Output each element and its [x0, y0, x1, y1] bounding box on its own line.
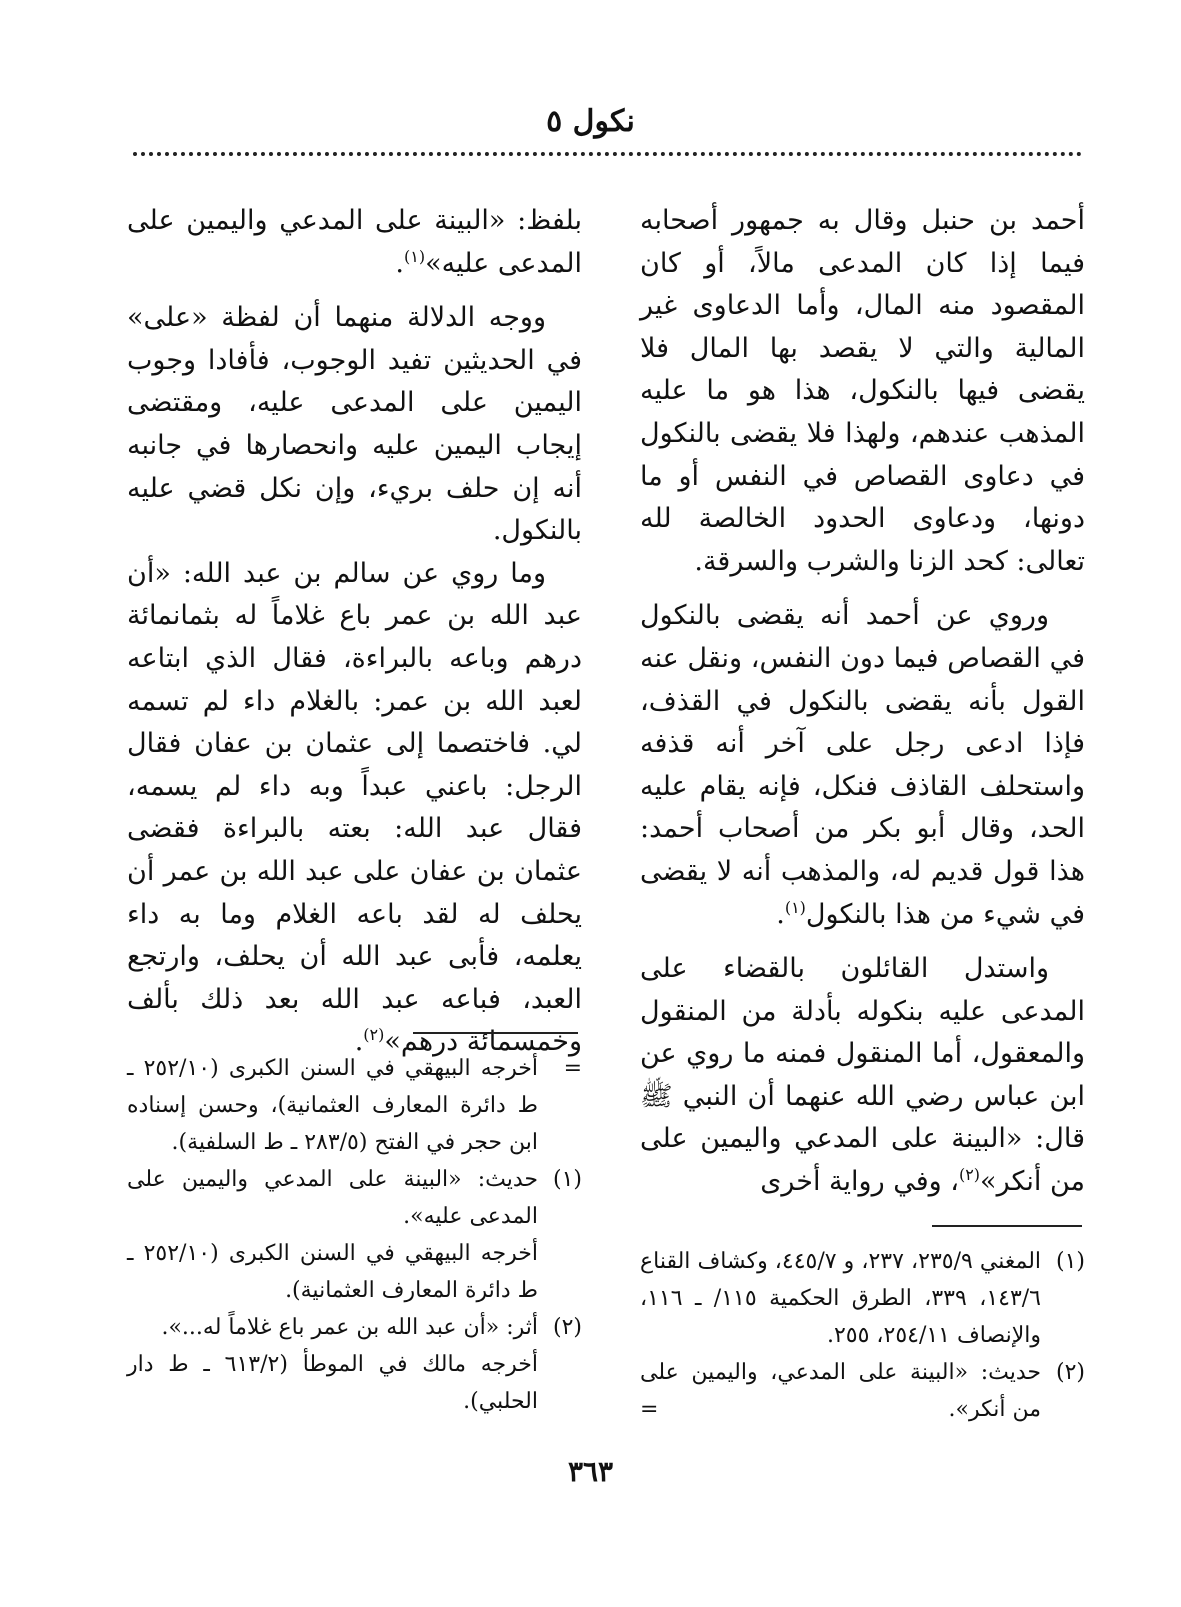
footnote-ref[interactable]: (٢): [958, 1165, 981, 1185]
footnote: = أخرجه البيهقي في السنن الكبرى (٢٥٢/١٠ ـ ط دائرة المعارف العثمانية)، وحسن إسناده ابن حجر في الفتح (٢٨٣/٥ ـ ط السلفية).: [127, 1050, 582, 1161]
header-dotted-divider: [133, 152, 1082, 156]
footnote: أخرجه مالك في الموطأ (٦١٣/٢ ـ ط دار الحلبي).: [127, 1352, 539, 1414]
footnote-ref[interactable]: (١): [404, 246, 426, 266]
footnote-number: (١): [552, 1167, 582, 1192]
left-column: [127, 200, 582, 1064]
right-column: [640, 200, 1085, 1204]
footnote-number: (٢): [552, 1315, 582, 1340]
page-header-title: نكول ٥: [546, 104, 635, 139]
paragraph: وما روي عن سالم بن عبد الله: «أن عبد الله بن عمر باع غلاماً له بثمانمائة درهم وباعه بالبراءة، فقال الذي ابتاعه لعبد الله بن عمر: بالغلام داء لم تسمه لي. فاختصما إلى عثمان بن عفان فقال الرجل: باعني عبداً وبه داء لم يسمه، فقال عبد الله: بعته بالبراءة فقضى عثمان بن عفان على عبد الله بن عمر أن يحلف له لقد باعه الغلام وما به داء يعلمه، فأبى عبد الله أن يحلف، وارتجع العبد، فباعه عبد الله بعد ذلك بألف وخمسمائة درهم»$^{(٢)}$.: [127, 557, 582, 1058]
paragraph: واستدل القائلون بالقضاء على المدعى عليه بنكوله بأدلة من المنقول والمعقول، أما المنقول فمنه ما روي عن ابن عباس رضي الله عنهما أن النبي ﷺ قال: «البينة على المدعي واليمين على من أنكر»$^{(٢)}$، وفي رواية أخرى: [640, 953, 1085, 1198]
footnote: (٢) أثر: «أن عبد الله بن عمر باع غلاماً له...».: [127, 1309, 582, 1346]
footnote-divider: [932, 1225, 1082, 1227]
paragraph: بلفظ: «البينة على المدعي واليمين على المدعى عليه»$^{(١)}$.: [127, 205, 582, 279]
left-footnotes: [127, 1050, 582, 1420]
footnote: أخرجه البيهقي في السنن الكبرى (٢٥٢/١٠ ـ ط دائرة المعارف العثمانية).: [127, 1241, 538, 1303]
footnote-number: (٢): [1055, 1360, 1085, 1385]
footnote-divider: [413, 1032, 578, 1034]
paragraph: أحمد بن حنبل وقال به جمهور أصحابه فيما إذا كان المدعى مالاً، أو كان المقصود منه المال، وأما الدعاوى غير المالية والتي لا يقصد بها المال فلا يقضى فيها بالنكول، هذا هو ما عليه المذهب عندهم، ولهذا فلا يقضى بالنكول في دعاوى القصاص في النفس أو ما دونها، ودعاوى الحدود الخالصة لله تعالى: كحد الزنا والشرب والسرقة.: [640, 205, 1085, 577]
continuation-mark: =: [640, 1397, 659, 1422]
footnote: (١) المغني ٢٣٥/٩، ٢٣٧، و ٤٤٥/٧، وكشاف القناع ١٤٣/٦، ٣٣٩، الطرق الحكمية ١١٥/ ـ ١١٦، والإنصاف ٢٥٤/١١، ٢٥٥.: [640, 1243, 1085, 1354]
footnote: (٢) حديث: «البينة على المدعي، واليمين على من أنكر». =: [640, 1354, 1085, 1428]
footnote-number: (١): [1055, 1249, 1085, 1274]
footnote-ref[interactable]: (٢): [363, 1025, 385, 1045]
paragraph: وروي عن أحمد أنه يقضى بالنكول في القصاص فيما دون النفس، ونقل عنه القول بأنه يقضى بالنكول في القذف، فإذا ادعى رجل على آخر أنه قذفه واستحلف القاذف فنكل، فإنه يقام عليه الحد، وقال أبو بكر من أصحاب أحمد: هذا قول قديم له، والمذهب أنه لا يقضى في شيء من هذا بالنكول$^{(١)}$.: [640, 600, 1085, 930]
right-footnotes: [640, 1243, 1085, 1428]
footnote: (١) حديث: «البينة على المدعي واليمين على المدعى عليه».: [127, 1161, 582, 1235]
footnote-number: =: [563, 1056, 582, 1081]
page-number: ٣٦٣: [567, 1455, 614, 1488]
footnote-ref[interactable]: (١): [784, 897, 806, 917]
paragraph: ووجه الدلالة منهما أن لفظة «على» في الحديثين تفيد الوجوب، فأفادا وجوب اليمين على المدعى عليه، ومقتضى إيجاب اليمين عليه وانحصارها في جانبه أنه إن حلف بريء، وإن نكل قضي عليه بالنكول.: [127, 302, 582, 547]
